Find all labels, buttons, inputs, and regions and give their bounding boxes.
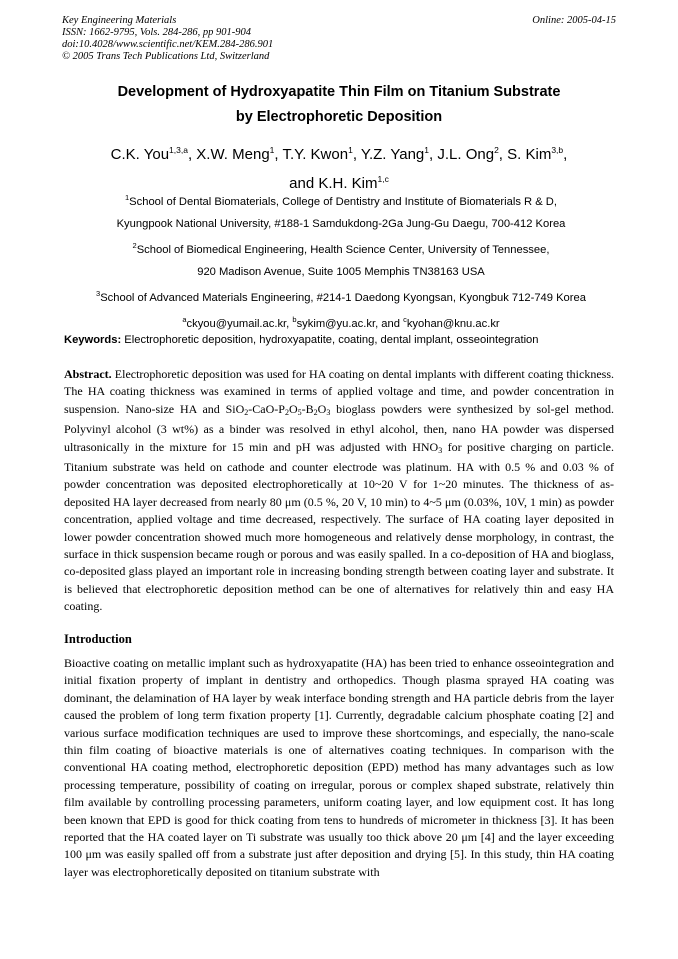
title-line-2: by Electrophoretic Deposition: [235, 109, 443, 125]
author-3: T.Y. Kwon$^1$,: [282, 145, 361, 163]
email-link[interactable]: ckyou@yumail.ac.kr: [186, 318, 287, 330]
affiliations: [58, 187, 624, 335]
email-link[interactable]: kyohan@knu.ac.kr: [406, 318, 500, 330]
affiliation-2: $^2$School of Biomedical Engineering, Health Science Center, University of Tennessee,: [132, 241, 550, 256]
author-2: X.W. Meng$^1$,: [196, 145, 283, 163]
abstract: Abstract. Electrophoretic deposition was used for HA coating on dental implants with different coating thickness. The HA coating thickness was examined in terms of applied voltage and time, and powder concentration in suspension. Nano-size HA and $SiO_2-CaO-P_2O_5-B_2O_3$ bioglass powders were synthesized by sol-gel method. Polyvinyl alcohol (3 wt%) as a binder was resolved in ethyl alcohol, then, nano HA powder was dispersed ultrasonically in the mixture for 15 min and pH was adjusted with $HNO_3$ for positive charging on particle. Titanium substrate was held on cathode and counter electrode was platinum. HA with 0.5 % and 0.03 % of powder concentration was deposited electrophoretically at 10~20 V for 1~20 minutes. The thickness of as-deposited HA layer decreased from nearly 80 μm (0.5 %, 20 V, 10 min) to 4~5 μm (0.03%, 10V, 1 min) as powder concentration, applied voltage and time decreased, respectively. The surface of HA coating layer deposited in lower powder concentration showed much more homogeneous and relatively dense morphology, in contrast, the surface in thick suspension became rough or porous and was easily spalled. In a co-deposition of HA and bioglass, co-deposited glass played an important role in increasing bonding strength between coating layer and substrate. It is believed that electrophoretic deposition method can be one of alternatives for relatively thin and easy HA coating.: [64, 367, 615, 614]
journal-name: Key Engineering Materials: [62, 15, 177, 26]
abstract-label: Abstract.: [64, 367, 112, 381]
email-line: $^a$ckyou@yumail.ac.kr, $^b$sykim@yu.ac.kr, and $^c$kyohan@knu.ac.kr: [182, 315, 500, 330]
paper-title: [62, 80, 616, 130]
nitric-acid-formula: $HNO_3$: [412, 439, 443, 455]
author-7: and K.H. Kim$^{1,c}$: [289, 174, 389, 192]
keywords-label: Keywords:: [64, 334, 122, 346]
copyright-line: © 2005 Trans Tech Publications Ltd, Switzerland: [62, 51, 270, 62]
introduction-paragraph: Bioactive coating on metallic implant such as hydroxyapatite (HA) has been tried to enhance osseointegration and initial fixation property of implant in dentistry and orthopedics. Though plasma sprayed HA coating was dominant, the delamination of HA layer by weak interface bonding strength and HA particle debris from the layer caused the problem of long term fixation property [1]. Currently, degradable calcium phosphate coating [2] and various surface modification techniques are used to improve these shortcomings, and especially, the nano-scale thin film coating of bioactive materials is one of alternatives coating techniques. In comparison with the conventional HA coating method, electrophoretic deposition (EPD) method has many advantages such as low processing temperature, possibility of coating on irregular, porous or complex shaped substrate, relatively thin film available by controlling processing parameters, uniform coating layer, and low equipment cost. It has long been known that EPD is good for thick coating from tens to hundreds of micrometer in thickness [3]. It has been reported that the HA coated layer on Ti substrate was usually too thick above 20 μm [4] and the layer exceeding 100 μm was easily spalled off from a substrate just after deposition and drying [5]. In this study, thin HA coating layer was electrophoretically deposited on titanium substrate with: [64, 656, 614, 879]
affiliation-3: $^3$School of Advanced Materials Engineering, #214-1 Daedong Kyongsan, Kyongbuk 712-749 Korea: [96, 289, 586, 304]
author-6: S. Kim$^{3,b}$,: [507, 145, 568, 163]
affiliation-2-cont: 920 Madison Avenue, Suite 1005 Memphis TN38163 USA: [197, 266, 485, 278]
keywords: [64, 332, 624, 348]
doi-line: doi:10.4028/www.scientific.net/KEM.284-286.901: [62, 39, 274, 50]
bioglass-formula: $SiO_2-CaO-P_2O_5-B_2O_3$: [225, 401, 331, 417]
title-line-1: Development of Hydroxyapatite Thin Film on Titanium Substrate: [117, 84, 561, 100]
issn-line: ISSN: 1662-9795, Vols. 284-286, pp 901-904: [62, 27, 251, 38]
section-heading-introduction: Introduction: [64, 632, 132, 646]
affiliation-1: $^1$School of Dental Biomaterials, College of Dentistry and Institute of Biomaterials R & D,: [125, 193, 557, 208]
affiliation-1-cont: Kyungpook National University, #188-1 Samdukdong-2Ga Jung-Gu Daegu, 700-412 Korea: [116, 218, 566, 230]
journal-header: [62, 15, 616, 63]
author-4: Y.Z. Yang$^1$,: [360, 145, 438, 163]
author-5: J.L. Ong$^2$,: [437, 145, 508, 163]
keywords-text: Electrophoretic deposition, hydroxyapatite, coating, dental implant, osseointegration: [121, 334, 539, 346]
email-link[interactable]: sykim@yu.ac.kr: [296, 318, 376, 330]
online-date: Online: 2005-04-15: [532, 15, 616, 26]
author-1: C.K. You$^{1,3,a}$,: [110, 145, 197, 163]
